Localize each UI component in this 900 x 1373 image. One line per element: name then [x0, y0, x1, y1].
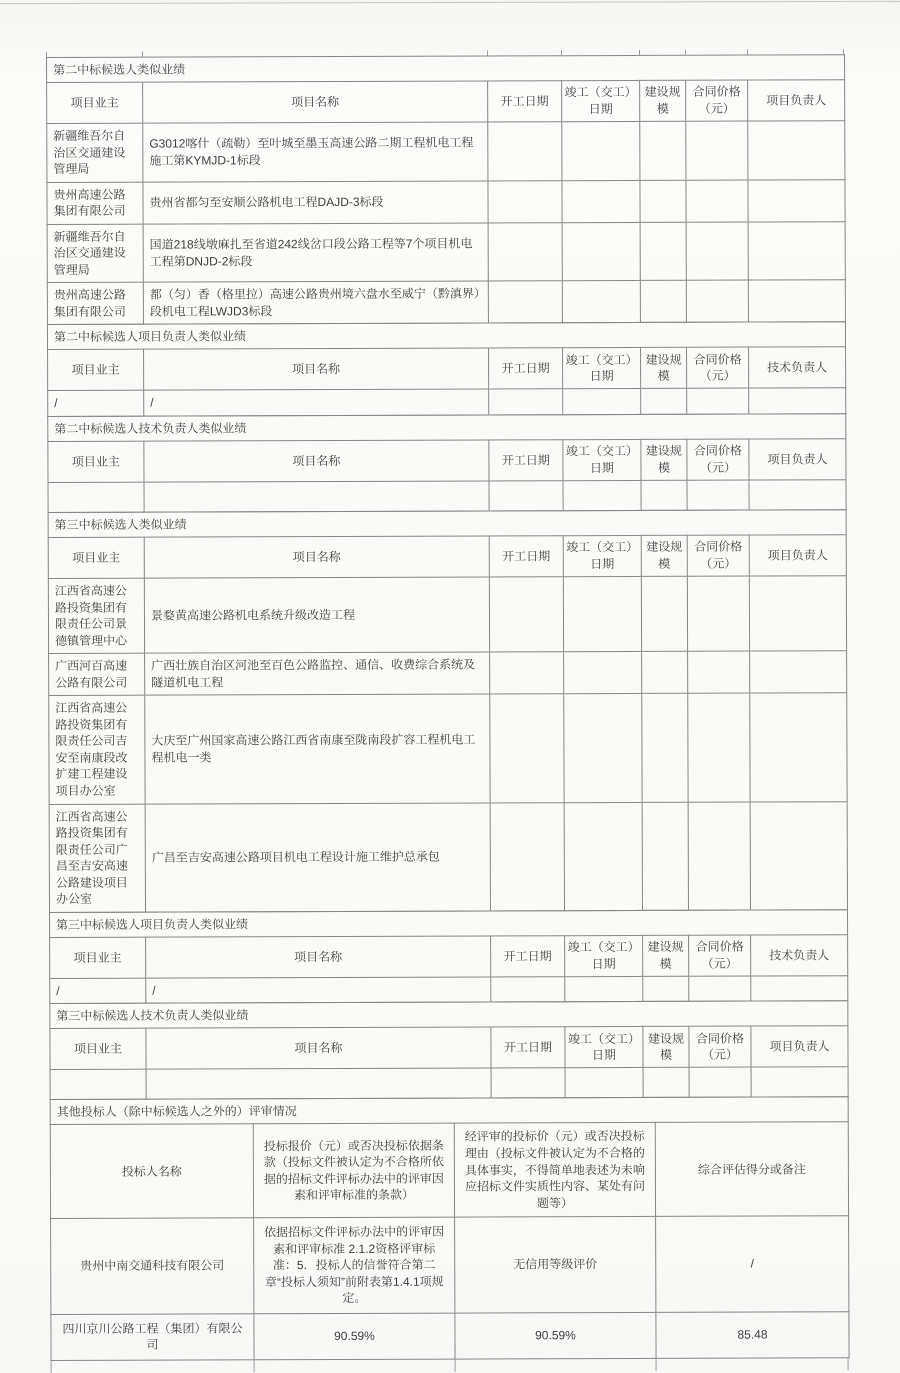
column-header: 项目业主	[47, 82, 143, 123]
column-header: 建设规模	[643, 935, 689, 976]
cell-completion-date	[562, 281, 640, 323]
column-header: 合同价格（元）	[689, 935, 751, 976]
cell-contract-price	[686, 180, 748, 222]
cell-completion-date	[564, 694, 642, 803]
table-edge-tick	[142, 52, 143, 57]
cell-project-owner	[48, 482, 144, 512]
cell-evaluated-price-or-reason: 90.59%	[455, 1312, 656, 1359]
cell-project-name: /	[144, 389, 489, 416]
cell-contract-price	[688, 651, 750, 693]
cell-scale	[640, 180, 686, 222]
section-title: 第三中标候选人技术负责人类似业绩	[50, 1001, 848, 1029]
cell-start-date	[488, 281, 562, 323]
cell-completion-date	[563, 480, 641, 510]
section-title: 第二中标候选人项目负责人类似业绩	[47, 322, 845, 350]
cell-contract-price	[688, 802, 750, 910]
cell-project-owner: 新疆维吾尔自治区交通建设管理局	[47, 123, 143, 182]
cell-project-owner: /	[50, 978, 146, 1004]
column-header: 合同价格（元）	[687, 439, 749, 480]
cell-scale	[640, 121, 686, 180]
cell-leader	[750, 801, 847, 910]
cell-contract-price	[689, 976, 751, 1002]
cell-project-name: 国道218线墩麻扎至省道242线岔口段公路工程等7个项目机电工程第DNJD-2标段	[143, 223, 488, 283]
column-header: 竣工（交工）日期	[562, 80, 640, 121]
cell-scale	[643, 1068, 689, 1098]
column-header: 项目名称	[146, 936, 491, 978]
cell-start-date	[491, 1068, 565, 1098]
column-header: 项目负责人	[749, 535, 846, 576]
cell-contract-price	[686, 280, 748, 322]
column-header: 技术负责人	[749, 347, 846, 388]
cell-contract-price	[687, 389, 749, 415]
cell-score-or-remark: /	[656, 1216, 849, 1312]
table-continuation-ticks	[51, 1358, 849, 1373]
cell-scale	[642, 651, 688, 693]
cell-completion-date	[564, 652, 642, 694]
cell-bidder-name: 贵州中南交通科技有限公司	[51, 1218, 254, 1314]
cell-scale	[641, 576, 687, 651]
cell-leader	[750, 693, 847, 802]
cell-project-owner: 江西省高速公路投资集团有限责任公司吉安至南康段改扩建工程建设项目办公室	[49, 695, 145, 804]
cell-completion-date	[565, 976, 643, 1002]
column-header: 合同价格（元）	[687, 535, 749, 576]
cell-contract-price	[686, 222, 748, 281]
cell-project-owner: 江西省高速公路投资集团有限责任公司广昌至吉安高速公路建设项目办公室	[49, 804, 145, 913]
table-edge-tick	[848, 1358, 849, 1370]
table-edge-tick	[46, 52, 47, 57]
cell-leader	[748, 280, 845, 322]
column-header: 项目业主	[50, 1029, 146, 1070]
table-row	[49, 651, 847, 696]
table-row	[47, 221, 845, 282]
experience-table	[49, 909, 848, 1004]
cell-completion-date	[564, 802, 642, 911]
table-row	[47, 121, 845, 182]
cell-start-date	[489, 577, 563, 652]
cell-score-or-remark: 85.48	[656, 1312, 849, 1359]
table-edge-tick	[656, 1359, 657, 1371]
experience-table	[47, 322, 846, 417]
cell-leader	[749, 480, 846, 510]
column-header: 项目业主	[48, 537, 144, 578]
column-header: 合同价格（元）	[686, 80, 748, 121]
table-edge-tick	[843, 49, 844, 54]
cell-scale	[642, 694, 688, 802]
column-header: 经评审的投标价（元）或否决投标理由（投标文件被认定为不合格的具体事实，不得简单地表述为未响应招标文件实质性内容、某处有问题等）	[454, 1123, 655, 1217]
cell-project-name: 景婺黄高速公路机电系统升级改造工程	[144, 577, 489, 653]
cell-contract-price	[686, 121, 748, 180]
cell-completion-date	[562, 121, 640, 180]
cell-completion-date	[562, 222, 640, 281]
cell-project-name: 广西壮族自治区河池至百色公路监控、通信、收费综合系统及隧道机电工程	[145, 652, 490, 695]
cell-project-name: /	[146, 977, 491, 1004]
table-row	[47, 179, 845, 224]
column-header: 投标人名称	[50, 1124, 253, 1218]
cell-scale	[640, 281, 686, 323]
cell-project-owner: 贵州高速公路集团有限公司	[47, 283, 143, 325]
cell-project-name	[146, 1068, 491, 1099]
cell-start-date	[490, 652, 564, 694]
cell-project-owner: 江西省高速公路投资集团有限责任公司景德镇管理中心	[48, 578, 144, 654]
table-row	[49, 693, 847, 804]
column-header: 建设规模	[640, 80, 686, 121]
section-title: 第二中标候选人技术负责人类似业绩	[48, 414, 846, 442]
cell-leader	[748, 121, 845, 180]
table-edge-tick	[455, 1360, 456, 1372]
cell-project-owner: 贵州高速公路集团有限公司	[47, 182, 143, 224]
column-header: 合同价格（元）	[687, 348, 749, 389]
column-header: 项目名称	[144, 440, 489, 482]
experience-table	[48, 509, 848, 913]
column-header: 开工日期	[491, 936, 565, 977]
other-bidders-review-table	[50, 1097, 850, 1361]
cell-evaluated-price-or-reason: 无信用等级评价	[455, 1217, 656, 1313]
scan-artifact-line	[0, 1, 900, 4]
cell-scale	[643, 976, 689, 1002]
column-header: 合同价格（元）	[689, 1026, 751, 1067]
cell-project-name: 大庆至广州国家高速公路江西省南康至陇南段扩容工程机电工程机电一类	[145, 694, 490, 803]
table-row	[49, 801, 847, 912]
cell-bidder-name: 四川京川公路工程（集团）有限公司	[51, 1314, 254, 1361]
section-title: 其他投标人（除中标候选人之外的）评审情况	[50, 1097, 848, 1125]
cell-contract-price	[689, 1067, 751, 1097]
column-header: 项目负责人	[748, 80, 845, 121]
cell-project-name: 都（匀）香（格里拉）高速公路贵州境六盘水至威宁（黔滇界）段机电工程LWJD3标段	[143, 281, 488, 324]
cell-contract-price	[687, 480, 749, 510]
table-row	[47, 280, 845, 325]
table-row	[48, 480, 846, 513]
column-header: 建设规模	[643, 1027, 689, 1068]
cell-start-date	[490, 694, 564, 803]
cell-project-owner: /	[48, 391, 144, 417]
cell-leader	[749, 388, 846, 414]
column-header: 项目业主	[48, 441, 144, 482]
cell-completion-date	[562, 180, 640, 222]
cell-scale	[640, 222, 686, 281]
cell-project-owner: 新疆维吾尔自治区交通建设管理局	[47, 224, 143, 283]
cell-scale	[642, 802, 688, 910]
cell-project-name: 贵州省都匀至安顺公路机电工程DAJD-3标段	[143, 181, 488, 224]
column-header: 竣工（交工）日期	[563, 348, 641, 389]
column-header: 建设规模	[641, 439, 687, 480]
column-header: 投标报价（元）或否决投标依据条款（投标文件被认定为不合格所依据的招标文件评标办法中的评审因素和评审标准的条款）	[253, 1123, 454, 1217]
cell-leader	[748, 179, 845, 221]
column-header: 项目名称	[143, 81, 488, 123]
column-header: 竣工（交工）日期	[565, 1027, 643, 1068]
column-header: 项目名称	[144, 536, 489, 578]
column-header: 项目业主	[48, 350, 144, 391]
cell-project-name: 广昌至吉安高速公路项目机电工程设计施工维护总承包	[145, 803, 490, 912]
section-title: 第三中标候选人类似业绩	[48, 510, 846, 538]
cell-scale	[641, 389, 687, 415]
experience-table	[46, 54, 846, 325]
table-row	[48, 576, 846, 654]
cell-leader	[751, 976, 848, 1002]
table-row	[51, 1312, 849, 1361]
table-edge-tick	[685, 50, 686, 55]
cell-leader	[751, 1067, 848, 1097]
cell-bid-price-or-clause: 依据招标文件评标办法中的评审因素和评审标准 2.1.2资格评审标准：5．投标人的信誉符合第二 章“投标人须知”前附表第1.4.1项规定。	[254, 1217, 455, 1313]
column-header: 综合评估得分或备注	[655, 1122, 848, 1216]
table-row	[50, 1067, 848, 1100]
table-row	[51, 1216, 849, 1315]
cell-contract-price	[688, 693, 750, 801]
experience-table	[49, 1001, 848, 1101]
cell-start-date	[489, 481, 563, 511]
section-title: 第三中标候选人项目负责人类似业绩	[50, 910, 848, 938]
column-header: 竣工（交工）日期	[563, 439, 641, 480]
table-edge-tick	[51, 1361, 52, 1373]
table-edge-tick	[561, 50, 562, 55]
cell-completion-date	[563, 576, 641, 651]
table-row	[48, 388, 846, 416]
cell-start-date	[491, 977, 565, 1003]
table-edge-tick	[747, 50, 748, 55]
column-header: 建设规模	[641, 535, 687, 576]
column-header: 建设规模	[641, 348, 687, 389]
cell-project-owner: 广西河百高速公路有限公司	[49, 653, 145, 695]
cell-scale	[641, 480, 687, 510]
column-header: 开工日期	[491, 1027, 565, 1068]
cell-leader	[750, 651, 847, 693]
column-header: 技术负责人	[751, 935, 848, 976]
cell-start-date	[488, 122, 562, 181]
cell-start-date	[490, 802, 564, 911]
cell-completion-date	[565, 1068, 643, 1098]
column-header: 开工日期	[489, 440, 563, 481]
column-header: 竣工（交工）日期	[565, 935, 643, 976]
column-header: 项目名称	[146, 1027, 491, 1069]
column-header: 开工日期	[488, 81, 562, 122]
cell-leader	[748, 221, 845, 280]
table-edge-tick	[639, 50, 640, 55]
cell-project-owner	[50, 1070, 146, 1100]
cell-start-date	[488, 180, 562, 222]
column-header: 开工日期	[489, 348, 563, 389]
cell-start-date	[488, 222, 562, 281]
cell-completion-date	[563, 389, 641, 415]
column-header: 竣工（交工）日期	[563, 535, 641, 576]
bid-evaluation-sheet	[46, 49, 849, 1373]
experience-table	[47, 413, 846, 513]
column-header: 项目负责人	[749, 439, 846, 480]
cell-project-name: G3012喀什（疏勒）至叶城至墨玉高速公路二期工程机电工程施工第KYMJD-1标段	[143, 122, 488, 182]
table-edge-tick	[254, 1360, 255, 1372]
cell-leader	[749, 576, 846, 652]
tables-container	[46, 54, 849, 1361]
cell-contract-price	[687, 576, 749, 651]
column-header: 开工日期	[489, 536, 563, 577]
table-edge-tick	[487, 50, 488, 55]
column-header: 项目业主	[50, 937, 146, 978]
column-header: 项目名称	[144, 348, 489, 390]
section-title: 第二中标候选人类似业绩	[47, 55, 845, 83]
cell-start-date	[489, 389, 563, 415]
cell-project-name	[144, 481, 489, 512]
cell-bid-price-or-clause: 90.59%	[254, 1313, 455, 1360]
column-header: 项目负责人	[751, 1026, 848, 1067]
table-row	[50, 976, 848, 1004]
